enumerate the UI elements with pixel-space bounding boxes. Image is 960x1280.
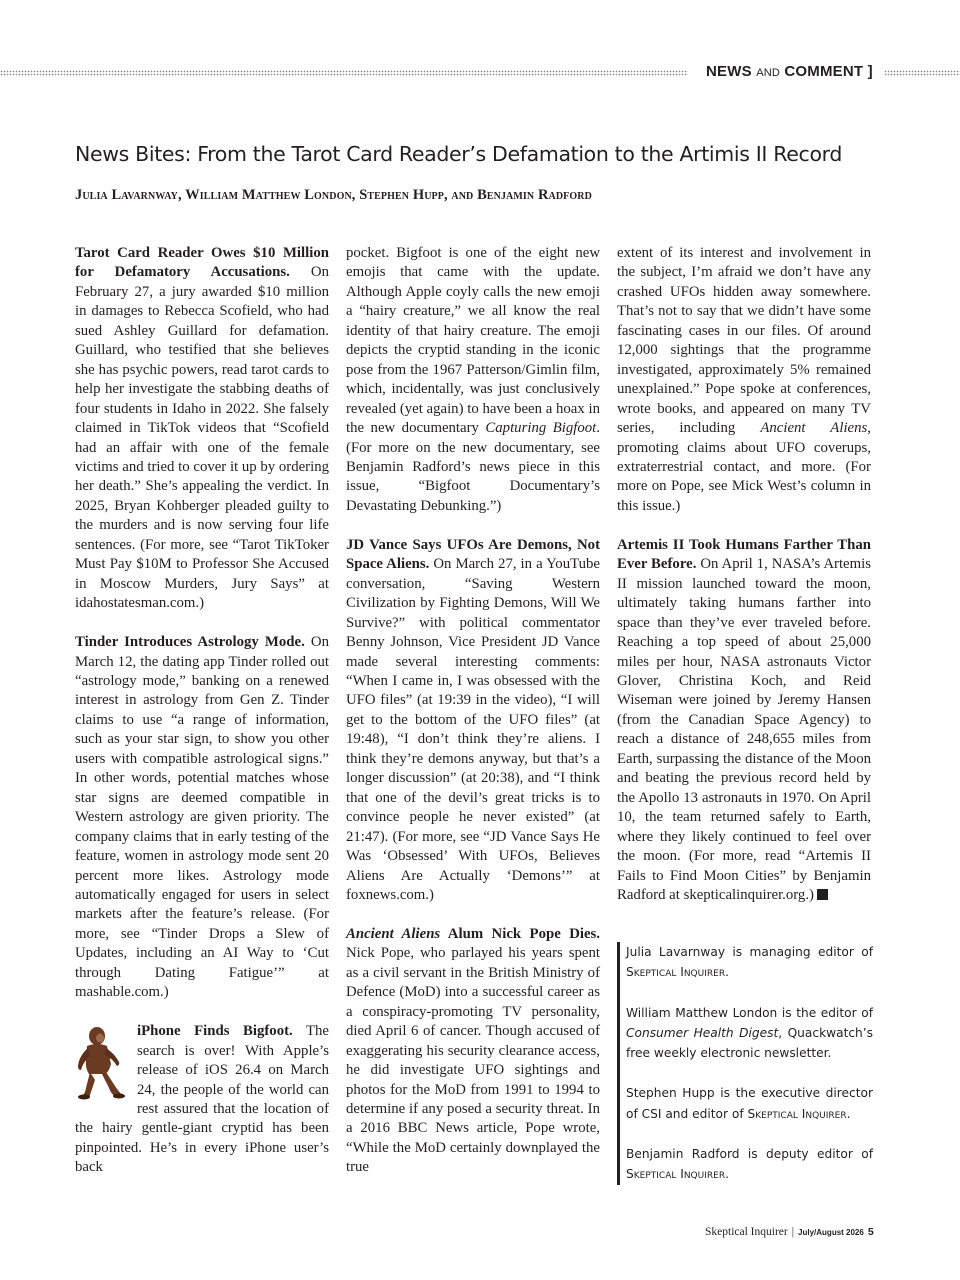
item-body: On April 1, NASA’s Artemis II mission launched toward the moon, ultimately taking humans farther into space than they’ve ever traveled before. Reaching a top speed of about 25,000 miles per hour, NASA astronauts Victor Glover, Christina Koch, and Reid Wiseman were joined by Jeremy Hansen (from the Canadian Space Agency) to reach a distance of 248,655 miles from Earth, surpassing the distance of the Moon and beating the previous record held by the Apollo 13 astronauts in 1970. On April 10, the team returned safely to Earth, where they likely continued to feel over the moon. (For more, read “Artemis II Fails to Find Moon Cities” by Benjamin Radford at skepticalinquirer.org.) <box>617 556 872 903</box>
item-body: pocket. Bigfoot is one of the eight new emojis that came with the update. Although Apple coyly calls the new emoji a “hairy creature,” we all know the real identity of that hairy creature. The emoji depicts the cryptid standing in the iconic pose from the 1967 Patterson/Gimlin film, which, incidentally, was just conclusively revealed (yet again) to have been a hoax in the new documentary <box>346 245 600 437</box>
item-body: extent of its interest and involvement in the subject, I’m afraid we don’t have any crashed UFOs hidden away somewhere. That’s not to say that we didn’t have some fascinating cases in our files. Of around 12,000 sightings that the programme investigated, approximately 5% remained unexplained.” Pope spoke at conferences, wrote books, and appeared on many TV series, including <box>617 245 871 437</box>
bio-text-end: . <box>846 1106 851 1121</box>
column-3 <box>617 244 871 905</box>
page-footer <box>705 1226 875 1238</box>
bio-text: William Matthew London is the editor of <box>626 1005 873 1020</box>
issue-date: July/August 2026 <box>798 1228 864 1237</box>
dotted-rule-right <box>884 70 960 76</box>
item-heading: Artemis II Took Humans Farther Than Ever Before. <box>617 536 871 573</box>
publication-name: Consumer Health Digest <box>626 1025 779 1040</box>
bio-lavarnway <box>626 942 873 983</box>
bigfoot-emoji-icon <box>75 1024 135 1102</box>
bio-london <box>626 1003 873 1064</box>
news-item-vance <box>346 536 600 906</box>
bio-text: Julia Lavarnway is managing editor of <box>626 945 873 959</box>
bio-text: Stephen Hupp is the executive director of CSI and editor of <box>626 1086 873 1121</box>
item-heading <box>346 926 600 942</box>
end-square-icon <box>817 889 828 900</box>
item-heading: iPhone Finds Bigfoot. <box>137 1023 293 1040</box>
bio-text-end: . <box>725 965 729 980</box>
article-byline: Julia Lavarnway, William Matthew London, Stephen Hupp, and Benjamin Radford <box>75 187 592 203</box>
bio-radford <box>626 1144 873 1185</box>
bio-text-end: . <box>725 1167 729 1182</box>
bio-text: Benjamin Radford is deputy editor of <box>626 1147 873 1162</box>
news-item-tarot <box>75 244 329 614</box>
publication-name: Skeptical Inquirer <box>626 965 726 980</box>
page-number: 5 <box>867 1226 874 1238</box>
show-title: Ancient Aliens <box>760 420 868 437</box>
section-and: AND <box>756 67 781 79</box>
bio-text-end: , Quackwatch’s free weekly electronic newsletter. <box>626 1025 873 1061</box>
section-news: NEWS <box>706 63 752 80</box>
section-label <box>706 63 873 80</box>
bio-hupp <box>626 1083 873 1124</box>
item-body: , promoting claims about UFO coverups, extraterrestrial contact, and more. (For more on Pope, see Mick West’s column in this issue.) <box>617 420 871 514</box>
news-item-pope <box>346 925 600 1178</box>
news-item-artemis <box>617 536 871 906</box>
news-item-pope-cont <box>617 244 871 516</box>
item-body: . (For more on the new documentary, see Benjamin Radford’s news piece in this issue, “Bigfoot Documentary’s Devastating Debunking.”) <box>346 420 600 514</box>
news-item-iphone <box>75 1022 329 1178</box>
show-title: Ancient Aliens <box>346 925 441 942</box>
column-2 <box>346 244 600 1178</box>
item-heading-rest: Alum Nick Pope Dies. <box>440 925 601 942</box>
publication-name: Skeptical Inquirer <box>747 1106 847 1121</box>
footer-separator: | <box>791 1226 795 1238</box>
item-body: On February 27, a jury awarded $10 million in damages to Rebecca Scofield, who had sued Ashley Guillard for defamation. Guillard, who testified that she believes she has psychic powers, read tarot cards to help her investigate the stabbing deaths of four students in Idaho in 2022. She falsely claimed in TikTok videos that “Scofield had an affair with one of the female victims and tried to cover it up by ordering her death.” She’s appealing the verdict. In 2025, Bryan Kohberger pleaded guilty to the murders and is now serving four life sentences. (For more, see “Tarot TikToker Must Pay $10M to Professor She Accused in Moscow Murders, Jury Says” at idahostatesman.com.) <box>75 264 329 612</box>
item-body: Nick Pope, who parlayed his years spent as a civil servant in the British Ministry of Defence (MoD) into a successful career as a conspiracy-promoting TV personality, died April 6 of cancer. Though accused of exaggerating his security clearance access, he did investigate UFO sightings and photos for the MoD from 1991 to 1994 to determine if any posed a security threat. In a 2016 BBC News article, Pope wrote, “While the MoD certainly downplayed the true <box>346 945 600 1176</box>
article-title: News Bites: From the Tarot Card Reader’s Defamation to the Artimis II Record <box>75 142 843 166</box>
section-header <box>0 62 960 84</box>
item-body: On March 27, in a YouTube conversation, “Saving Western Civilization by Fighting Demons, Will We Survive?” with political commentator Benny Johnson, Vice President JD Vance made several interesting comments: “When I came in, I was obsessed with the UFO files” (at 19:39 in the video), “I will get to the bottom of the UFO files” (at 19:48), “I don’t think they’re aliens. I think they’re demons anyway, but that’s a longer discussion” (at 20:38), and “I think that one of the devil’s great tricks is to convince people he never existed” (at 21:47). (For more, see “JD Vance Says He Was ‘Obsessed’ With UFOs, Believes Aliens Are Actually ‘Demons’” at foxnews.com.) <box>346 556 600 903</box>
item-heading: Tarot Card Reader Owes $10 Million for Defamatory Accusations. <box>75 245 329 281</box>
item-body: On March 12, the dating app Tinder rolled out “astrology mode,” banking on a renewed interest in astrology from Gen Z. Tinder claims to use “a range of information, such as your star sign, to show you other users with compatible astrological signs.” In other words, potential matches whose star signs are deemed compatible in Western astrology are given priority. The company claims that in early testing of the feature, women in astrology mode sent 20 percent more likes. Astrology mode automatically engaged for users in select markets after the feature’s release. (For more, see “Tinder Drops a Slew of Updates, including an AI Way to ‘Cut through Dating Fatigue’” at mashable.com.) <box>75 634 329 1001</box>
section-comment: COMMENT ] <box>784 63 873 80</box>
dotted-rule-left <box>0 70 688 76</box>
item-heading: Tinder Introduces Astrology Mode. <box>75 634 305 651</box>
documentary-title: Capturing Bigfoot <box>485 420 597 437</box>
author-bios <box>617 942 873 1185</box>
magazine-name: Skeptical Inquirer <box>705 1226 788 1238</box>
news-item-iphone-cont <box>346 244 600 516</box>
column-1 <box>75 244 329 1178</box>
publication-name: Skeptical Inquirer <box>626 1167 726 1182</box>
news-item-tinder <box>75 633 329 1003</box>
item-body: The search is over! With Apple’s release of iOS 26.4 on March 24, the people of the world can rest assured that the location of the hairy gentle-giant cryptid has been pinpointed. He’s in every iPhone user’s back <box>75 1023 329 1176</box>
item-heading: JD Vance Says UFOs Are Demons, Not Space Aliens. <box>346 536 600 573</box>
